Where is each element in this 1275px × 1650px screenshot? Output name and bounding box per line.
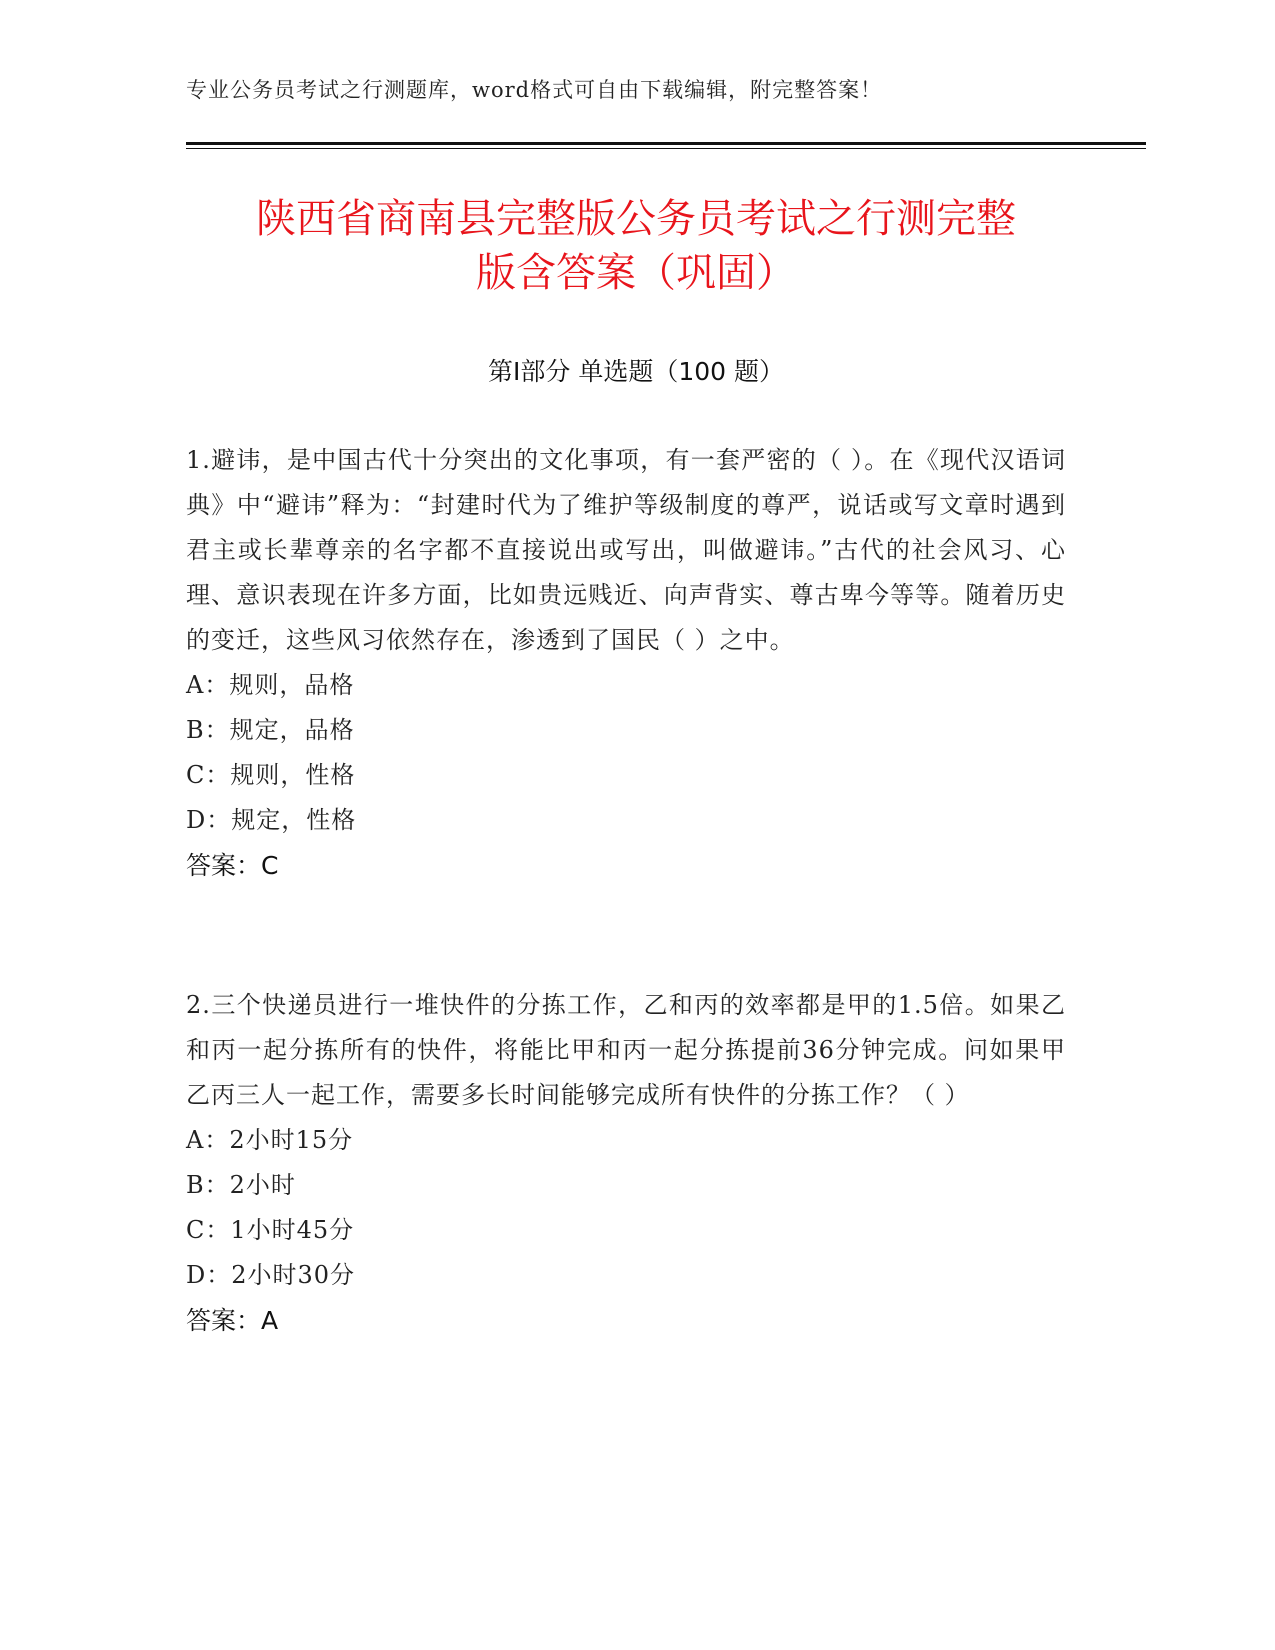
question-1-option-b: B：规定，品格 (186, 716, 355, 744)
document-title (186, 192, 1086, 300)
question-2-answer: 答案：A (186, 1306, 279, 1335)
question-1-option-d: D：规定，性格 (186, 806, 357, 834)
question-1 (186, 438, 1066, 888)
question-2-stem: 2.三个快递员进行一堆快件的分拣工作，乙和丙的效率都是甲的1.5倍。如果乙和丙一起分拣所有的快件，将能比甲和丙一起分拣提前36分钟完成。问如果甲乙丙三人一起工作，需要多长时间能够完成所有快件的分拣工作？（ ） (186, 991, 1066, 1109)
header-rule-thick (186, 142, 1146, 145)
question-2-option-d: D：2小时30分 (186, 1261, 356, 1289)
question-1-stem: 1.避讳，是中国古代十分突出的文化事项，有一套严密的（ ）。在《现代汉语词典》中“避讳”释为：“封建时代为了维护等级制度的尊严，说话或写文章时遇到君主或长辈尊亲的名字都不直接说出或写出，叫做避讳。”古代的社会风习、心理、意识表现在许多方面，比如贵远贱近、向声背实、尊古卑今等等。随着历史的变迁，这些风习依然存在，渗透到了国民（ ）之中。 (186, 446, 1066, 654)
document-title-line-1: 陕西省商南县完整版公务员考试之行测完整 (256, 196, 1016, 242)
question-1-answer: 答案：C (186, 851, 279, 880)
question-2-option-b: B：2小时 (186, 1171, 296, 1199)
document-title-line-2: 版含答案（巩固） (476, 250, 796, 296)
question-1-option-c: C：规则，性格 (186, 761, 356, 789)
question-2 (186, 983, 1066, 1343)
question-2-option-a: A：2小时15分 (186, 1126, 354, 1154)
question-2-option-c: C：1小时45分 (186, 1216, 355, 1244)
header-text: 专业公务员考试之行测题库，word格式可自由下载编辑，附完整答案！ (186, 78, 883, 102)
question-1-option-a: A：规则，品格 (186, 671, 355, 699)
header-rule-thin (186, 148, 1146, 149)
section-title: 第Ⅰ部分 单选题（100 题） (488, 357, 784, 386)
